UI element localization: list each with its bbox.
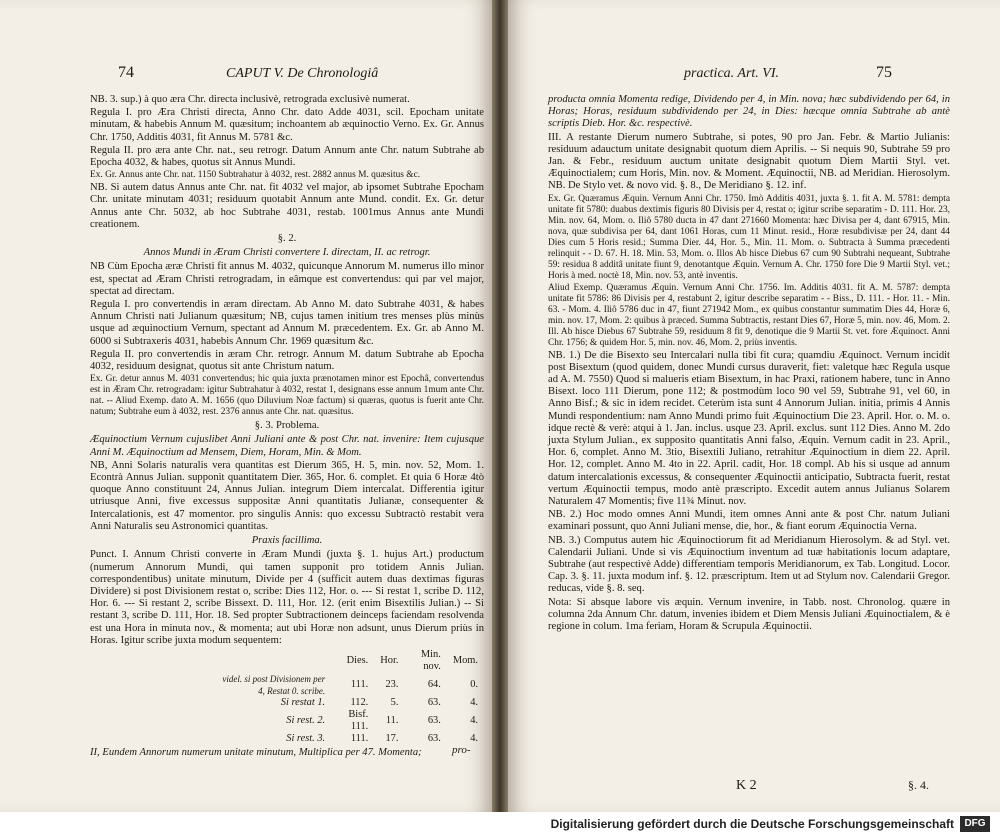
table-cell: 111.: [350, 732, 369, 744]
table-row: [210, 697, 484, 709]
table-row: [210, 733, 484, 745]
paragraph: NB. 3.) Computus autem hic Æquinoctiorum fit ad Meridianum Hierosolym. & ad Styl. vet. Calendarii Juliani. Unde si vis Æquinoctium inventum ad tuæ habitationis locum adaptare, Subtrahe (aut respectivè Adde) differentiam temporis Meridianorum, ex Tab. Longitud. Locor. Cap. 3. §. 11. juxta modum inf. §. 12. præscriptum. Item ut ad Stylum nov. Calendarii Gregor. reducas, vide §. 8. seq.: [548, 534, 950, 595]
paragraph: NB, Anni Solaris naturalis vera quantitas est Dierum 365, H. 5, min. nov. 52, Mom. 1. Econtrà Annus Julian. supponit quantitatem Dier. 365, Hor. 6. complet. Et quia 6 Horæ 4tò quoque Anno constituunt 24, Annus Julian. integrum Diem intercalat. Differentia igitur utriusque Anni, five excessus suppositæ Anni quantitatis Julianæ, consequenter & Intercalationis, est 47 momentor. pro singulis Annis: quo excessu Subtractò restabit vera Anni Naturalis seu Astronomici quantitas.: [90, 459, 484, 532]
table-row: [210, 673, 484, 697]
section-title: Æquinoctium Vernum cujuslibet Anni Juliani ante & post Chr. nat. invenire: Item cujusque Anni M. Æquinoctium ad Mensem, Diem, Horam, Min. & Mom.: [90, 434, 484, 458]
table-header: Min. nov.: [420, 648, 441, 672]
paragraph: Regula II. pro æra ante Chr. nat., seu retrogr. Datum Annum ante Chr. natum Subtrahe ab Epocha 4032, & habes, quotus sit Annus Mundi.: [90, 144, 484, 169]
table-cell: 4.: [470, 732, 478, 744]
table-cell: 112.: [350, 696, 369, 708]
section-heading: Praxis facillima.: [251, 535, 323, 547]
dfg-logo-icon: DFG: [960, 816, 990, 832]
section-heading: §. 2.: [277, 233, 297, 245]
right-page-text: [548, 94, 950, 634]
table-cell: 64.: [427, 678, 441, 690]
table-cell: 23.: [385, 678, 399, 690]
table-cell: 4.: [470, 696, 478, 708]
table-cell: 0.: [470, 678, 478, 690]
table-cell: 111.: [350, 678, 369, 690]
table-header: Hor.: [380, 654, 399, 666]
paragraph: Regula I. pro convertendis in æram directam. Ab Anno M. dato Subtrahe 4031, & habes Annum Christi nati Julianum quæsitum; NB, cujus tamen initium tres menses plùs minùs usque ad æquinoctium Vernum, spectant ad Annum M. præcedentem. Ex. Gr. ab Anno M. 6000 si Subtraxeris 4031, habebis Annum Chr. 1969 quæsitum &c.: [90, 299, 484, 347]
table-row-label: Si rest. 3.: [286, 732, 326, 744]
catchword: pro-: [452, 744, 471, 756]
table-row-label: Si restat 1.: [280, 696, 326, 708]
paragraph: Regula I. pro Æra Christi directa, Anno Chr. dato Adde 4031, scil. Epocham unitate minutam, & habebis Annum M. quæsitum; inchoantem ab æquinoctio Verno. Ex. Gr. Annus Chr. 1750, Additis 4031, fit Annus M. 5781 &c.: [90, 107, 484, 143]
table-cell: 11.: [385, 714, 399, 726]
table-header-row: [210, 649, 484, 673]
table-cell: 63.: [427, 696, 441, 708]
table-header: Dies.: [346, 654, 369, 666]
paragraph: Aliud Exemp. Quæramus Æquin. Vernum Anni Chr. 1756. Im. Additis 4031. fit A. M. 5787: dempta unitate fit 5786: 86 Divisis per 4, restabunt 2, igitur describe separatim - - Biss., D. 111. - Hor. 11. - Min. 63. - Mom. 4. Iliô 5786 duc in 47, fiunt 271942 Mom., ex quibus constantur summatim Dies 44, Horæ 6, min. nov. 17, Mom. 2: quibus à præced. Summa Subtractis, restant Dies 67, Horæ 5, min. nov. 46, Mom. 2. Ill. Ab hisce Diebus 67 Subtrahe 59, residuum 8 fit 9, denotique die 9 Martii St. vet. fore Æquinoct. Anni Chr. 1756; & quidem Hor. 5, min. nov. 46, Mom. 2, priùs inventis.: [548, 282, 950, 348]
table-row-label: Si rest. 2.: [286, 714, 326, 726]
table-row: [210, 709, 484, 733]
paragraph: NB. Si autem datus Annus ante Chr. nat. fit 4032 vel major, ab ipsomet Subtrahe Epocham Chr. unitate minutam 4031; residuum quotabit Annum ante Mund. condit. Ex. Gr. detur Annus ante Chr. 5032, ab hoc Subtrahe 4031, restab. 1001mus Annus ante Mundi creationem.: [90, 182, 484, 230]
page-number-right: 75: [876, 64, 892, 81]
running-head-right: practica. Art. VI.: [684, 66, 780, 81]
table-cell: 5.: [390, 696, 399, 708]
table-cell: Bisf. 111.: [348, 708, 369, 732]
paragraph: Punct. I. Annum Christi converte in Æram Mundi (juxta §. 1. hujus Art.) productum (numerum Annorum Mundi, qui tamen supponit pro totidem Annis Julian. correspondentibus) unitate minutum, Divide per 4 (sufficit autem duas dextimas figuras Dividere) si post Divisionem restat o, scribe: Dies 112, Hor. o. --- Si restat 1, scribe D. 112, Hor. 6. --- Si restant 2, scribe Bissext. D. 111, Hor. 12. (erit enim Bisextilis Julian.) -- Si restant 3, scribe D. 111, Hor. 18. Sed propter Subtractionem deinceps faciendam resolvenda est una Hora in minuta nov., & momenta; aut ubi Horæ non adsunt, unus Dierum priùs in Horas. Igitur scribe juxta modum sequentem:: [90, 549, 484, 646]
right-page: [508, 0, 1000, 812]
paragraph: II, Eundem Annorum numerum unitate minutum, Multiplica per 47. Momenta;: [90, 746, 422, 758]
paragraph: III. A restante Dierum numero Subtrahe, si potes, 90 pro Jan. Febr. & Martio Julianis: residuum adauctum unitate designabit quotum diem Aprilis. -- Si nequis 90, Subtrahe 59 pro Jan. & Febr., residuum auctum unitate designabit quotum Diem Martii Styl. vet. Æquinoctialem; cum Horis, Min. nov. & Moment. Æquinoctii, NB. ad Meridian. Hierosolym. NB. De Stylo vet. & novo vid. §. 8., De Meridiano §. 12. inf.: [548, 131, 950, 192]
paragraph: Ex. Gr. Quæramus Æquin. Vernum Anni Chr. 1750. Imò Additis 4031, juxta §. 1. fit A. M. 5781: dempta unitate fit 5780: duabus dextimis figuris 80 Divisis per 4, restat o; igitur scribe separatim - D. 111. Hor. 23, Min. nov. 64, Mom. o. Iliô 5780 ducta in 47 dant 271660 Momenta: hæc Divisa per 4, dant 67915, Min. nova, quæ subdivisa per 64, dant 1061 Horas, cum 11 Minut. resid., Horæ resubdivisæ per 24, dant 44 Dies cum 5 Horis resid.; Summa Dier. 44, Hor. 5., Min. 11. Mom. o. Subtracta à Summa præcedenti relinquit - - D. 67. H. 18. Min. 53, Mom. o. Illos Ab hisce Diebus 67 cum 90 Subtrahi nequeant, Subtrahe 59: residua 8 additâ unitate fiunt 9, denotantque Æquin. Vernum A. Chr. 1750 fore Die 9 Martii Styl. vet.; Horis à med. noctè 18, Min. nov. 53, antè inventis.: [548, 193, 950, 281]
left-page-text: [90, 94, 484, 760]
table-cell: 4.: [470, 714, 478, 726]
table-cell: 63.: [427, 714, 441, 726]
paragraph: Nota: Si absque labore vis æquin. Vernum invenire, in Tabb. nost. Chronolog. quære in columna 2da Annum Chr. datum, invenies ibidem et Diem Mensis Juliani Æquinoctialem, & è regione in colum. 1ma feriam, Horam & Scrupula Æquinoctii.: [548, 596, 950, 633]
paragraph: Ex. Gr. detur annus M. 4031 convertendus; hic quia juxta prænotamen minor est Epochâ, convertendus est in Æram Chr. retrogradam: igitur Subtrahatur à 4032, restat 1, designans esse annum 1mum ante Chr. nat. -- Aliud Exemp. dato A. M. 1656 (quo Diluvium Noæ factum) si quæras, quotus is fuerit ante Chr. natum; Subtrahe eum à 4032, rest. 2376 annus ante Chr. nat. quæsitus.: [90, 374, 484, 418]
section-reference: §. 4.: [908, 778, 929, 792]
section-heading: §. 3. Problema.: [254, 420, 320, 432]
section-title: Annos Mundi in Æram Christi convertere I. directam, II. ac retrogr.: [143, 247, 431, 259]
paragraph: producta omnia Momenta redige, Dividendo per 4, in Min. nova; hæc subdividendo per 64, in Horas; Horas, residuum subdividendo per 24, in Dies: hæcque omnia Subtrahe ab antè scriptis Dieb. Hor. &c. respectivè.: [548, 94, 950, 130]
paragraph: NB. 2.) Hoc modo omnes Anni Mundi, item omnes Anni ante & post Chr. natum Juliani examinari possunt, quo Anni Juliani mense, die, hor., & fiant eorum Æquinoctia Verna.: [548, 509, 950, 533]
computation-table: [210, 649, 484, 745]
page-number-left: 74: [118, 64, 134, 81]
digitization-footer: [0, 812, 1000, 837]
paragraph: Regula II. pro convertendis in æram Chr. retrogr. Annum M. datum Subtrahe ab Epocha 4032, residuum designat, quotus sit ante Christum natum.: [90, 348, 484, 373]
table-header: Mom.: [452, 654, 478, 666]
table-row-label: videl. si post Divisionem per 4, Restat 0. scribe.: [222, 673, 326, 696]
paragraph: Ex. Gr. Annus ante Chr. nat. 1150 Subtrahatur à 4032, rest. 2882 annus M. quæsitus &c.: [90, 170, 421, 181]
left-page: [0, 0, 492, 812]
paragraph: NB. 1.) De die Bisexto seu Intercalari nulla tibi fit cura; quamdiu Æquinoct. Vernum incidit post Bisextum (quod quidem, donec Mundi cursus duraverit, fiet: valetque hæc Regula usque ad A. M. 7550) Quod si malueris etiam Bisextum, in hac Praxi, rationem habere, tunc in Anno Bisext. loco 111 Dierum, pone 112; & postmodùm loco 90 vel 59, Subtrahe 91, vel 60, in Anno Bisf.; & sic in idem recidet. Ceterùm ista sunt 4 Annorum Julian. initia, primis 4 Annis Mundi respondentium: nam Anno Mundi primo fuit Æquinoctium Die 23. April. Hor. o. M. o. idque rectè & verè: atqui à 1. Jan. inclus. usque 23. April. exclus. sunt 112 Dies. Anno M. 2do juxta Stylum Julian., ex supposito quantitatis Anni falso, Æquin. Vernum cadit in 23. April., Hor. 6, complet. Anno M. 3tio, Bisextili Juliano, retrahitur Æquinoctium in diem 22. April. Hor. 12, complet. Anno M. 4to in 22. April. cadit, Hor. 18 compl. Ab his si usque ad annum datum intercalationis excessus, & consequenter Æquinoctii anticipatio, Subtracta fuerit, restat vertum Æquinoctii tempus, modo antè præscripto. Excedit autem annus Julianus Solarem Naturalem 47 Momentis; five 11¾ Minut. nov.: [548, 349, 950, 508]
paragraph: NB. 3. sup.) à quo æra Chr. directa inclusivè, retrograda exclusivè numerat.: [90, 94, 410, 105]
book-gutter: [492, 0, 508, 812]
running-head-left: CAPUT V. De Chronologiâ: [226, 66, 379, 81]
funding-credit: Digitalisierung gefördert durch die Deutsche Forschungsgemeinschaft: [550, 817, 954, 831]
paragraph: NB Cùm Epocha æræ Christi fit annus M. 4032, quicunque Annorum M. numerus illo minor est, spectat ad Æram Christi retrogradam, in eâmque est convertendus: qui par vel major, spectat ad directam.: [90, 261, 484, 297]
signature-mark: K 2: [736, 778, 757, 793]
table-cell: 17.: [385, 732, 399, 744]
table-cell: 63.: [427, 732, 441, 744]
